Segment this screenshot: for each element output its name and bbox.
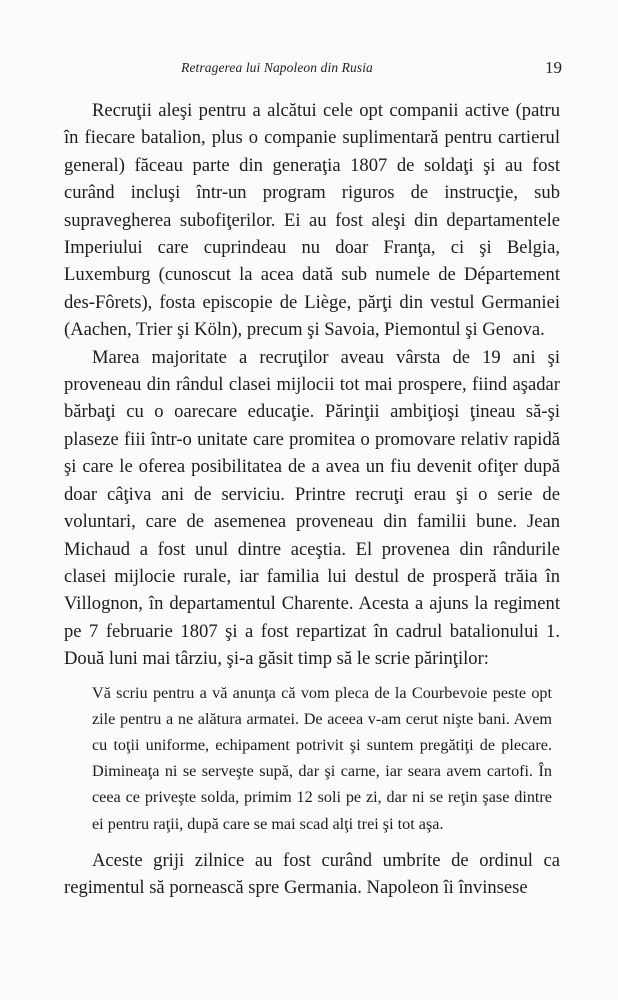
body-text [64,97,560,902]
running-header [62,60,562,82]
block-quote: Vă scriu pentru a vă anunţa că vom pleca de la Courbevoie peste opt zile pentru a ne alătura armatei. De aceea v-am cerut nişte bani. Avem cu toţii uniforme, echipament potrivit şi suntem pregătiţi de plecare. Dimineaţa ni se serveşte supă, dar şi carne, iar seara avem cartofi. În ceea ce priveşte solda, primim 12 soli pe zi, dar ni se reţin şase dintre ei pentru raţii, după care se mai scad alţi trei şi tot aşa. [92,683,552,833]
running-title: Retragerea lui Napoleon din Rusia [181,60,373,75]
page-number: 19 [545,58,562,77]
paragraph-2: Marea majoritate a recruţilor aveau vârsta de 19 ani şi proveneau din rândul clasei mijlocii tot mai prospere, fiind aşadar bărbaţi cu o oarecare educaţie. Părinţii ambiţioşi ţineau să-şi plaseze fiii într-o unitate care promitea o promovare relativ rapidă şi care le oferea posibilitatea de a avea un fiu devenit ofiţer după doar câţiva ani de serviciu. Printre recruţi erau şi o serie de voluntari, care de asemenea proveneau din familii bune. Jean Michaud a fost unul dintre aceştia. El provenea din rândurile clasei mijlocie rurale, iar familia lui destul de prosperă trăia în Villognon, în departamentul Charente. Acesta a ajuns la regiment pe 7 februarie 1807 şi a fost repartizat în cadrul batalionului 1. Două luni mai târziu, şi-a găsit timp să le scrie părinţilor: [64,346,560,670]
paragraph-3: Aceste griji zilnice au fost curând umbrite de ordinul ca regimentul să pornească spre Germania. Napoleon îi învinsese [64,849,560,899]
paragraph-1: Recruţii aleşi pentru a alcătui cele opt companii active (patru în fiecare batalion, plus o companie suplimentară pentru cartierul general) făceau parte din generaţia 1807 de soldaţi şi au fost curând incluşi într-un program riguros de instrucţie, sub supravegherea subofiţerilor. Ei au fost aleşi din departamentele Imperiului care cuprindeau nu doar Franţa, ci şi Belgia, Luxemburg (cunoscut la acea dată sub numele de Département des-Fôrets), fosta episcopie de Liège, părţi din vestul Germaniei (Aachen, Trier şi Köln), precum şi Savoia, Piemontul şi Genova. [64,100,560,341]
